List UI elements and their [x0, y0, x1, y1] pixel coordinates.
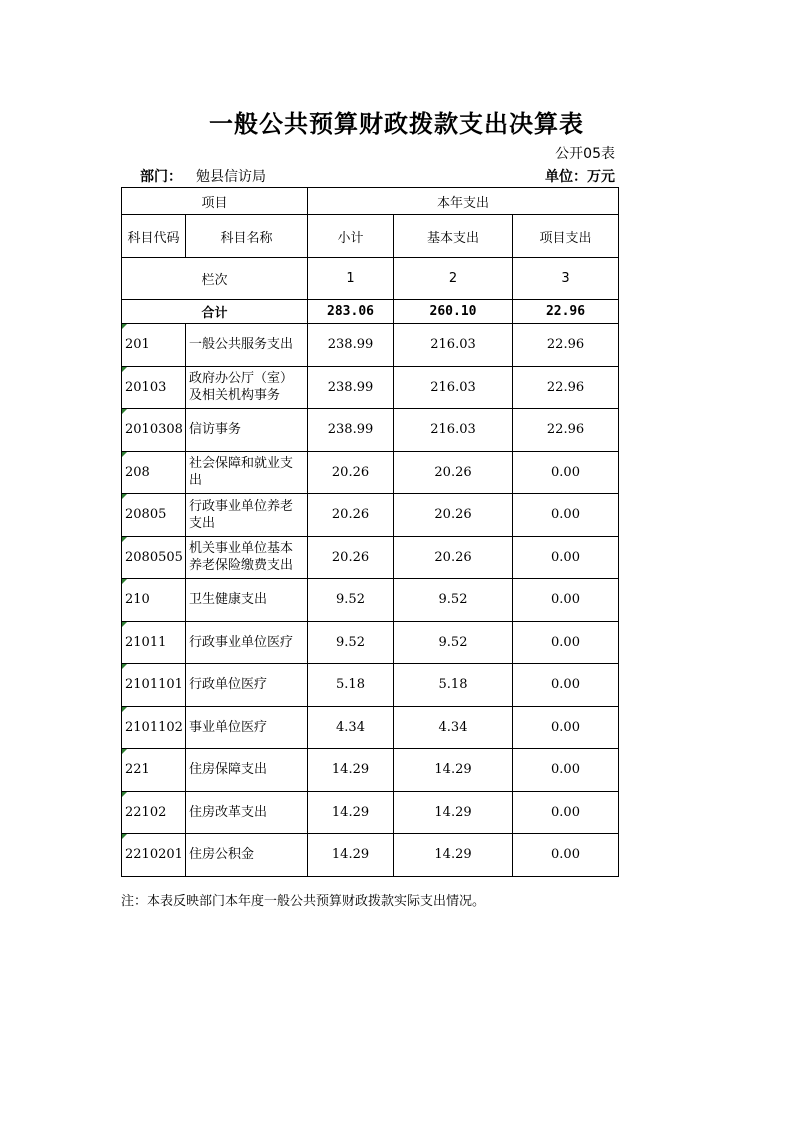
table-row [122, 834, 619, 877]
subject-name: 机关事业单位基本养老保险缴费支出 [186, 536, 308, 579]
total-basic: 260.10 [394, 300, 513, 324]
subject-code: 201 [122, 324, 186, 367]
basic-value: 5.18 [394, 664, 513, 707]
project-value: 0.00 [513, 579, 619, 622]
subject-name: 行政事业单位医疗 [186, 621, 308, 664]
header-current-year: 本年支出 [308, 188, 619, 215]
header-subject-code: 科目代码 [122, 215, 186, 258]
subject-code: 221 [122, 749, 186, 792]
form-number: 公开05表 [555, 146, 615, 162]
subject-name: 一般公共服务支出 [186, 324, 308, 367]
project-value: 22.96 [513, 324, 619, 367]
subject-name: 信访事务 [186, 409, 308, 452]
table-row [122, 451, 619, 494]
table-row [122, 366, 619, 409]
subject-code: 20805 [122, 494, 186, 537]
subject-code: 2101101 [122, 664, 186, 707]
header-column-label: 栏次 [122, 258, 308, 300]
basic-value: 216.03 [394, 409, 513, 452]
subtotal-value: 20.26 [308, 536, 394, 579]
header-subject-name: 科目名称 [186, 215, 308, 258]
total-project: 22.96 [513, 300, 619, 324]
project-value: 0.00 [513, 706, 619, 749]
project-value: 0.00 [513, 664, 619, 707]
basic-value: 216.03 [394, 366, 513, 409]
header-row-3 [122, 258, 619, 300]
project-value: 0.00 [513, 621, 619, 664]
subtotal-value: 238.99 [308, 409, 394, 452]
project-value: 0.00 [513, 536, 619, 579]
project-value: 0.00 [513, 451, 619, 494]
subject-name: 政府办公厅（室）及相关机构事务 [186, 366, 308, 409]
basic-value: 9.52 [394, 579, 513, 622]
subtotal-value: 9.52 [308, 621, 394, 664]
subject-name: 行政事业单位养老支出 [186, 494, 308, 537]
subtotal-value: 5.18 [308, 664, 394, 707]
basic-value: 14.29 [394, 791, 513, 834]
budget-table [121, 187, 619, 877]
page-title: 一般公共预算财政拨款支出决算表 [209, 110, 584, 138]
department-label: 部门： [140, 169, 182, 185]
table-row [122, 791, 619, 834]
subtotal-value: 14.29 [308, 791, 394, 834]
project-value: 0.00 [513, 791, 619, 834]
table-row [122, 664, 619, 707]
basic-value: 20.26 [394, 451, 513, 494]
header-basic: 基本支出 [394, 215, 513, 258]
subject-code: 22102 [122, 791, 186, 834]
subject-code: 2080505 [122, 536, 186, 579]
table-note: 注：本表反映部门本年度一般公共预算财政拨款实际支出情况。 [121, 894, 486, 909]
department-line [140, 166, 266, 186]
total-label: 合计 [122, 300, 308, 324]
header-col3: 3 [513, 258, 619, 300]
subject-code: 2010308 [122, 409, 186, 452]
header-col1: 1 [308, 258, 394, 300]
subject-name: 住房公积金 [186, 834, 308, 877]
subtotal-value: 4.34 [308, 706, 394, 749]
table-row [122, 494, 619, 537]
project-value: 0.00 [513, 834, 619, 877]
header-project-exp: 项目支出 [513, 215, 619, 258]
basic-value: 216.03 [394, 324, 513, 367]
table-row [122, 324, 619, 367]
basic-value: 14.29 [394, 834, 513, 877]
basic-value: 14.29 [394, 749, 513, 792]
subtotal-value: 238.99 [308, 324, 394, 367]
subject-code: 2210201 [122, 834, 186, 877]
table-row [122, 536, 619, 579]
project-value: 22.96 [513, 366, 619, 409]
subtotal-value: 14.29 [308, 834, 394, 877]
project-value: 0.00 [513, 749, 619, 792]
subtotal-value: 14.29 [308, 749, 394, 792]
unit-label: 单位：万元 [545, 169, 615, 185]
department-name: 勉县信访局 [196, 169, 266, 185]
basic-value: 20.26 [394, 494, 513, 537]
table-row [122, 621, 619, 664]
header-project: 项目 [122, 188, 308, 215]
subtotal-value: 20.26 [308, 451, 394, 494]
subject-name: 住房改革支出 [186, 791, 308, 834]
table-row [122, 706, 619, 749]
basic-value: 9.52 [394, 621, 513, 664]
project-value: 0.00 [513, 494, 619, 537]
total-row [122, 300, 619, 324]
table-row [122, 749, 619, 792]
subtotal-value: 20.26 [308, 494, 394, 537]
subject-name: 事业单位医疗 [186, 706, 308, 749]
project-value: 22.96 [513, 409, 619, 452]
header-col2: 2 [394, 258, 513, 300]
subtotal-value: 9.52 [308, 579, 394, 622]
subject-code: 208 [122, 451, 186, 494]
subject-code: 21011 [122, 621, 186, 664]
subject-name: 社会保障和就业支出 [186, 451, 308, 494]
subject-name: 卫生健康支出 [186, 579, 308, 622]
total-subtotal: 283.06 [308, 300, 394, 324]
table-row [122, 579, 619, 622]
subject-name: 住房保障支出 [186, 749, 308, 792]
header-subtotal: 小计 [308, 215, 394, 258]
basic-value: 20.26 [394, 536, 513, 579]
subject-code: 20103 [122, 366, 186, 409]
header-row-2 [122, 215, 619, 258]
subtotal-value: 238.99 [308, 366, 394, 409]
subject-name: 行政单位医疗 [186, 664, 308, 707]
subject-code: 210 [122, 579, 186, 622]
basic-value: 4.34 [394, 706, 513, 749]
subject-code: 2101102 [122, 706, 186, 749]
table-row [122, 409, 619, 452]
header-row-1 [122, 188, 619, 215]
